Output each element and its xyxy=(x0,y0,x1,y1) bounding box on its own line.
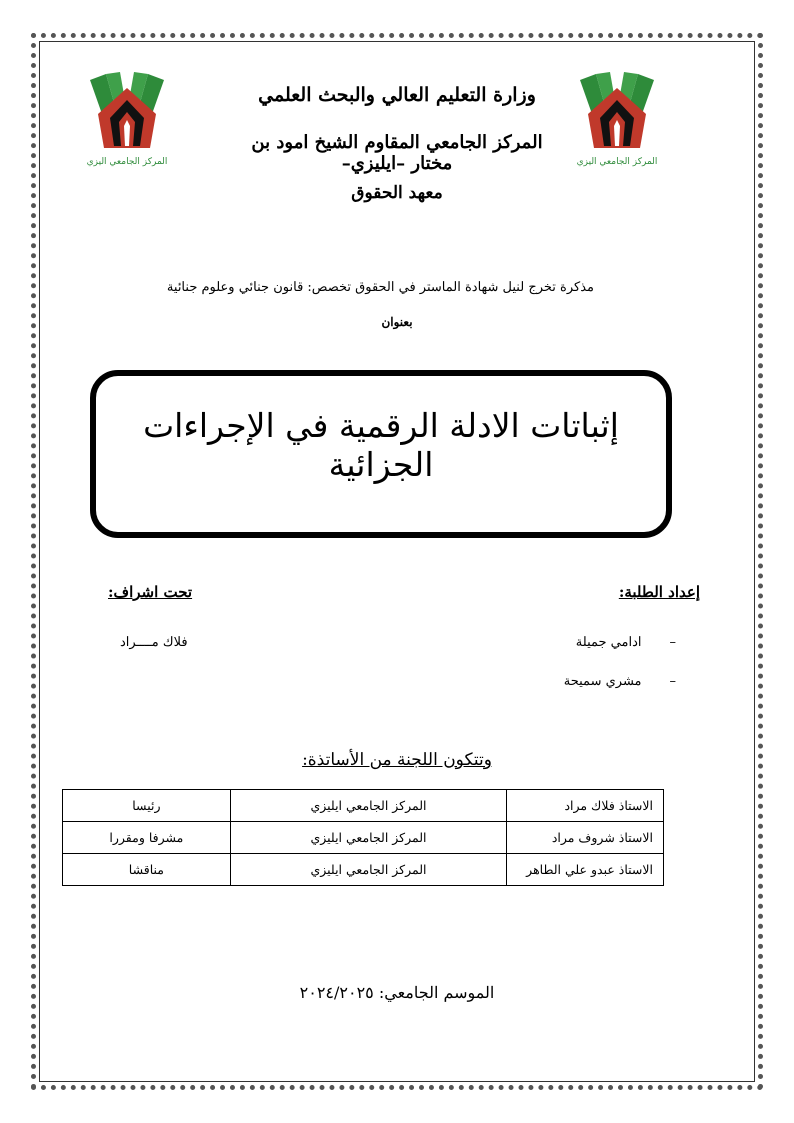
academic-season: الموسم الجامعي: ٢٠٢٤/٢٠٢٥ xyxy=(299,983,495,1002)
member-institution: المركز الجامعي ايليزي xyxy=(230,790,506,822)
member-name: الاستاذ شروف مراد xyxy=(507,822,664,854)
prepared-by-label: إعداد الطلبة: xyxy=(618,583,700,601)
ministry-name: وزارة التعليم العالي والبحث العلمي xyxy=(258,84,536,106)
institute-name: معهد الحقوق xyxy=(351,183,443,203)
thesis-title: إثباتات الادلة الرقمية في الإجراءات الجزائية xyxy=(143,406,619,484)
committee-heading: وتتكون اللجنة من الأساتذة: xyxy=(302,750,492,770)
student-item xyxy=(576,635,676,650)
student-name: ادامي جميلة xyxy=(575,635,642,650)
member-role: مشرفا ومقررا xyxy=(63,822,231,854)
list-dash: – xyxy=(669,635,676,650)
logo-caption: المركز الجامعي اليزي xyxy=(576,157,658,167)
member-role: مناقشا xyxy=(63,854,231,886)
member-role: رئيسا xyxy=(63,790,231,822)
student-name: مشري سميحة xyxy=(563,674,642,689)
university-center-name: المركز الجامعي المقاوم الشيخ امود بن مختار –ايليزي– xyxy=(251,132,543,174)
list-dash: – xyxy=(669,674,676,689)
student-item xyxy=(564,674,676,689)
entitled-label: بعنوان xyxy=(381,315,413,329)
member-institution: المركز الجامعي ايليزي xyxy=(230,854,506,886)
thesis-title-box xyxy=(90,370,672,538)
logo-caption: المركز الجامعي اليزي xyxy=(86,157,168,167)
table-row xyxy=(63,822,664,854)
table-row xyxy=(63,854,664,886)
supervision-label: تحت اشراف: xyxy=(108,583,193,601)
table-row xyxy=(63,790,664,822)
member-institution: المركز الجامعي ايليزي xyxy=(230,822,506,854)
member-name: الاستاذ عبدو علي الطاهر xyxy=(507,854,664,886)
member-name: الاستاذ فلاك مراد xyxy=(507,790,664,822)
memo-description: مذكرة تخرج لنيل شهادة الماستر في الحقوق تخصص: قانون جنائي وعلوم جنائية xyxy=(166,280,594,295)
committee-table xyxy=(62,789,664,886)
supervisor-name: فلاك مــــراد xyxy=(120,635,188,650)
